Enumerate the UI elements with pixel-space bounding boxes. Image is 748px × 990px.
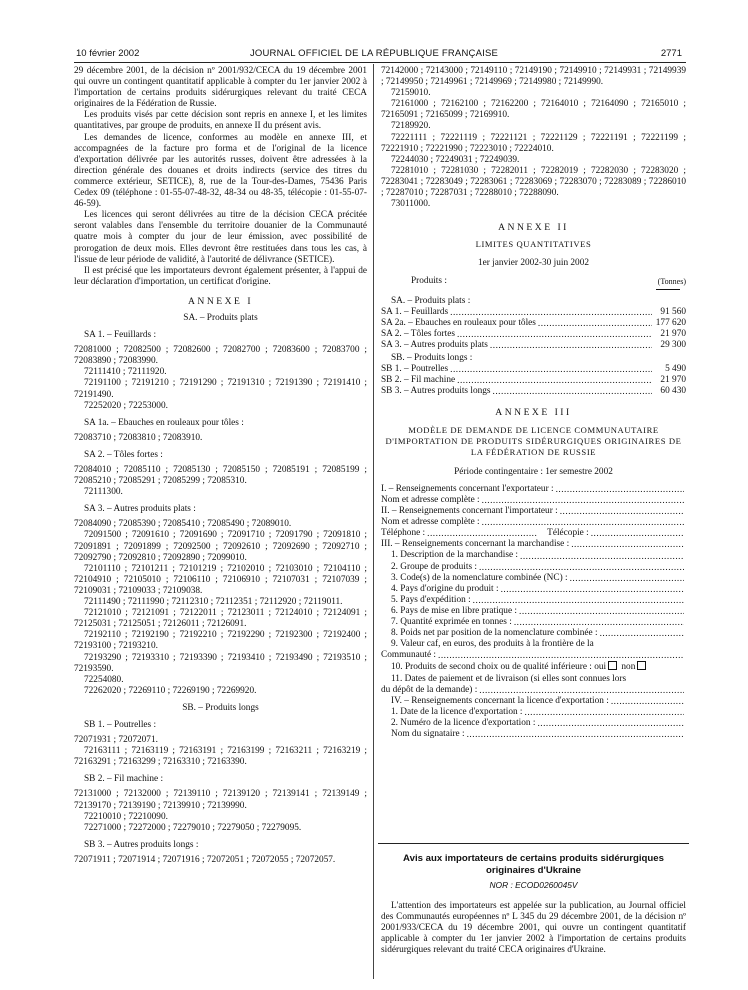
header-date: 10 février 2002: [76, 48, 140, 59]
code-line: 72189920.: [391, 121, 431, 132]
form-items: [381, 550, 686, 639]
form-label: Nom du signataire :: [391, 728, 465, 739]
limit-value: 21 970: [660, 375, 686, 386]
subsection-title: SB 3. – Autres produits longs :: [84, 839, 199, 850]
form-line: Communauté : .....: [381, 650, 686, 661]
form-line: III. – Renseignements concernant la marchandise : .....: [381, 539, 686, 550]
form-line: [381, 628, 686, 639]
form-blank[interactable]: [467, 730, 684, 740]
column-divider: [373, 64, 374, 979]
subsection-title: SA 1. – Feuillards :: [84, 330, 157, 341]
code-list: [74, 789, 367, 833]
limit-value: 91 560: [660, 306, 686, 317]
form-line: [381, 617, 686, 628]
limit-row: [381, 375, 686, 386]
right-column: [381, 66, 686, 740]
paragraph: Les demandes de licence, conformes au modèle en annexe III, et accompagnées de la facture pro forma et de l'original de la licence d'exportation délivrée par les autorités russes, doivent être adressées à la direction générale des douanes et droits indirects (service des titres du commerce extérieur, SETICE), 8, rue de la Tour-des-Dames, 75436 Paris Cedex 09 (téléphone : 01-55-07-48-32, 48-34 ou 48-35, télécopie : 01-55-07-46-59).: [74, 132, 367, 210]
code-line: 72161000 ; 72162100 ; 72162200 ; 72164010 ; 72164090 ; 72165010 ; 72165091 ; 72165099 ; 72169910.: [381, 99, 686, 121]
code-line: 72281010 ; 72281030 ; 72282011 ; 72282019 ; 72282030 ; 72283020 ; 72283041 ; 72283049 ; 72283061 ; 72283069 ; 72283070 ; 72283089 ; 72286010 ; 72287010 ; 72287031 ; 72288010 ; 72288090.: [381, 165, 686, 199]
form-line: Nom et adresse complète : .....: [381, 495, 686, 506]
form-line: I. – Renseignements concernant l'exportateur : .....: [381, 484, 686, 495]
form-label: 7. Quantité exprimée en tonnes :: [391, 617, 512, 628]
limit-label: SA 2a. – Ebauches en rouleaux pour tôles: [381, 317, 536, 328]
limit-value: 29 300: [660, 339, 686, 350]
form-line: [381, 606, 686, 617]
unit-rule: [656, 289, 680, 290]
limit-label: SB 3. – Autres produits longs: [381, 386, 491, 397]
header-page-number: 2771: [660, 48, 682, 59]
code-line: 72111410 ; 72111920.: [84, 367, 167, 378]
form-label: 8. Poids net par position de la nomenclature combinée :: [391, 628, 598, 639]
form-line: [381, 718, 686, 729]
limit-label: SA 1. – Feuillards: [381, 306, 449, 317]
license-form: [381, 484, 686, 740]
code-list: [74, 433, 367, 444]
subsection-title: SB 2. – Fil machine :: [84, 774, 164, 785]
code-line: 72142000 ; 72143000 ; 72149110 ; 72149190 ; 72149910 ; 72149931 ; 72149939 ; 72149950 ; 72149961 ; 72149969 ; 72149980 ; 72149990.: [381, 66, 686, 88]
form-blank[interactable]: [479, 563, 684, 573]
code-line: 72091500 ; 72091610 ; 72091690 ; 72091710 ; 72091790 ; 72091810 ; 72091891 ; 72091899 ; 72092500 ; 72092610 ; 72092690 ; 72092710 ; 72092790 ; 72092810 ; 72092890 ; 72099010.: [74, 530, 367, 563]
products-column-label: Produits :: [411, 275, 447, 286]
form-label: 6. Pays de mise en libre pratique :: [391, 605, 517, 616]
limits-sa: [381, 307, 686, 351]
limit-row: [381, 318, 686, 329]
avis-title: Avis aux importateurs de certains produits sidérurgiques originaires d'Ukraine: [403, 853, 664, 876]
code-line: 72254080.: [84, 674, 124, 685]
code-line: 72221111 ; 72221119 ; 72221121 ; 72221129 ; 72221191 ; 72221199 ; 72221910 ; 72221990 ; 72223010 ; 72224010.: [381, 132, 686, 154]
limit-label: SB 1. – Poutrelles: [381, 364, 449, 375]
form-line: [381, 707, 686, 718]
annex-heading: ANNEXE II: [498, 222, 569, 234]
code-line: 72193290 ; 72193310 ; 72193390 ; 72193410 ; 72193490 ; 72193510 ; 72193590.: [74, 652, 367, 674]
page-header: [0, 48, 748, 62]
form-line: [381, 595, 686, 606]
code-line: 72083710 ; 72083810 ; 72083910.: [74, 432, 203, 443]
subsection-title: SA 1a. – Ebauches en rouleaux pour tôles :: [84, 417, 244, 428]
limits-sb: [381, 364, 686, 397]
code-line: 72121010 ; 72121091 ; 72122011 ; 72123011 ; 72124010 ; 72124091 ; 72125031 ; 72125051 ; 72126011 ; 72126091.: [74, 608, 367, 630]
subsection-title: SA 2. – Tôles fortes :: [84, 449, 163, 460]
form-line: 9. Valeur caf, en euros, des produits à la frontière de la: [391, 639, 594, 650]
form-blank[interactable]: [473, 596, 684, 606]
annex-period: 1er janvier 2002-30 juin 2002: [477, 258, 590, 269]
header-rule: [74, 62, 686, 63]
period-line: Période contingentaire : 1er semestre 2002: [454, 466, 613, 477]
limit-row: [381, 329, 686, 340]
form-line: II. – Renseignements concernant l'importateur : .....: [381, 506, 686, 517]
code-line: 72210010 ; 72210090.: [84, 811, 168, 822]
limit-label: SB 2. – Fil machine: [381, 375, 456, 386]
section-title: SA. – Produits plats: [183, 312, 258, 323]
form-label: 1. Description de la marchandise :: [391, 550, 519, 561]
form-line: IV. – Renseignements concernant la licence d'exportation : .....: [381, 696, 686, 707]
form-label: 3. Code(s) de la nomenclature combinée (NC) :: [391, 572, 568, 583]
code-list: [381, 66, 686, 210]
subsection-title: SA 3. – Autres produits plats :: [84, 504, 196, 515]
form-blank[interactable]: [570, 574, 684, 584]
limit-value: 177 620: [655, 317, 686, 328]
code-line: 72084090 ; 72085390 ; 72085410 ; 72085490 ; 72089010.: [74, 519, 292, 530]
limits-group-heading: SB. – Produits longs :: [391, 353, 473, 364]
annex-heading: ANNEXE III: [495, 407, 572, 419]
annex-title: MODÈLE DE DEMANDE DE LICENCE COMMUNAUTAIRE D'IMPORTATION DE PRODUITS SIDÉRURGIQUES ORIGINAIRES DE LA FÉDÉRATION DE RUSSIE: [385, 424, 682, 457]
code-line: 72084010 ; 72085110 ; 72085130 ; 72085150 ; 72085191 ; 72085199 ; 72085210 ; 72085291 ; 72085299 ; 72085310.: [74, 465, 367, 487]
code-line: 72252020 ; 72253000.: [84, 400, 168, 411]
avis-block: [381, 853, 686, 957]
form-line: [381, 729, 686, 740]
code-list: [74, 465, 367, 498]
form-line: 11. Dates de paiement et de livraison (si elles sont connues lors: [391, 673, 627, 684]
form-label: 5. Pays d'expédition :: [391, 594, 471, 605]
section-rule: [378, 843, 689, 844]
code-line: 72159010.: [391, 88, 431, 99]
code-line: 72111490 ; 72111990 ; 72112310 ; 72112351 ; 72112920 ; 72119011.: [84, 597, 343, 608]
code-line: 72191100 ; 72191210 ; 72191290 ; 72191310 ; 72191390 ; 72191410 ; 72191490.: [74, 378, 367, 400]
left-column: [74, 66, 367, 866]
form-label: 1. Date de la licence d'exportation :: [391, 706, 523, 717]
subsection-title: SB 1. – Poutrelles :: [84, 719, 157, 730]
limit-row: [381, 386, 686, 397]
code-list: [74, 519, 367, 697]
paragraph: Les produits visés par cette décision sont repris en annexe I, et les limites quantitatives, par groupe de produits, en annexe II du présent avis.: [74, 110, 367, 132]
limit-row: [381, 340, 686, 351]
unit-column-label: (Tonnes): [657, 276, 686, 286]
paragraph: Il est précisé que les importateurs devront également présenter, à l'appui de leur déclaration d'importation, un certificat d'origine.: [74, 265, 367, 287]
code-line: 72244030 ; 72249031 ; 72249039.: [391, 154, 520, 165]
code-list: [74, 735, 367, 768]
code-line: 72271000 ; 72272000 ; 72279010 ; 72279050 ; 72279095.: [84, 822, 302, 833]
code-line: 72163111 ; 72163119 ; 72163191 ; 72163199 ; 72163211 ; 72163219 ; 72163291 ; 72163299 ; 72163310 ; 72163390.: [74, 746, 367, 768]
form-label: 4. Pays d'origine du produit :: [391, 583, 499, 594]
form-blank[interactable]: [537, 719, 684, 729]
form-label: 2. Numéro de la licence d'exportation :: [391, 717, 536, 728]
code-list: [74, 345, 367, 412]
code-line: 72262020 ; 72269110 ; 72269190 ; 72269920.: [84, 685, 257, 696]
avis-paragraph: L'attention des importateurs est appelée sur la publication, au Journal officiel des Communautés européennes nº L 345 du 29 décembre 2001, de la décision nº 2001/933/CECA du 19 décembre 2001, qui ouvre un contingent quantitatif applicable à compter du 1er janvier 2002 à l'importation de certains produits sidérurgiques relevant du traité CECA originaires d'Ukraine.: [381, 901, 686, 956]
section-title: SB. – Produits longs: [182, 702, 259, 713]
limit-label: SA 2. – Tôles fortes: [381, 328, 455, 339]
form-line: [381, 573, 686, 584]
code-list: [74, 855, 367, 866]
limit-value: 21 970: [660, 328, 686, 339]
form-blank[interactable]: [514, 618, 684, 628]
form-label: 2. Groupe de produits :: [391, 561, 477, 572]
form-line: Nom et adresse complète : .....: [381, 517, 686, 528]
paragraph: Les licences qui seront délivrées au titre de la décision CECA précitée seront valables dans l'ensemble du territoire douanier de la Communauté quatre mois à compter du jour de leur émission, avec possibilité de prorogation de deux mois. Elles devront être restituées dans tous les cas, à l'issue de leur période de validité, à l'autorité de délivrance (SETICE).: [74, 210, 367, 265]
annex-title: LIMITES QUANTITATIVES: [475, 239, 592, 250]
limit-label: SA 3. – Autres produits plats: [381, 339, 488, 350]
limit-row: [381, 364, 686, 375]
checkbox-no[interactable]: [637, 661, 646, 670]
form-line: [381, 562, 686, 573]
limits-table-header: [381, 276, 686, 287]
header-journal-title: JOURNAL OFFICIEL DE LA RÉPUBLIQUE FRANÇAISE: [249, 48, 499, 59]
paragraph: 29 décembre 2001, de la décision nº 2001/932/CECA du 19 décembre 2001 qui ouvre un contingent quantitatif applicable à compter du 1er janvier 2002 à l'importation de certains produits sidérurgiques relevant du traité CECA originaires de la Fédération de Russie.: [74, 66, 367, 110]
limits-group-heading: SA. – Produits plats :: [391, 295, 471, 306]
form-items: [381, 707, 686, 740]
limit-value: 60 430: [660, 386, 686, 397]
limit-value: 5 490: [665, 364, 686, 375]
nor-reference: NOR : ECOD0260045V: [489, 880, 578, 890]
form-line-quality: 10. Produits de second choix ou de qualité inférieure : oui non: [381, 661, 686, 673]
code-line: 72131000 ; 72132000 ; 72139110 ; 72139120 ; 72139141 ; 72139149 ; 72139170 ; 72139190 ; 72139910 ; 72139990.: [74, 789, 367, 811]
form-line: [381, 584, 686, 595]
form-line: [381, 550, 686, 561]
code-line: 72071931 ; 72072071.: [74, 735, 158, 746]
code-line: 72081000 ; 72082500 ; 72082600 ; 72082700 ; 72083600 ; 72083700 ; 72083890 ; 72083990.: [74, 345, 367, 367]
code-line: 73011000.: [391, 199, 431, 210]
checkbox-yes[interactable]: [608, 661, 617, 670]
form-blank[interactable]: [600, 629, 684, 639]
form-blank[interactable]: [525, 708, 684, 718]
code-line: 72111300.: [84, 487, 123, 498]
code-line: 72101110 ; 72101211 ; 72101219 ; 72102010 ; 72103010 ; 72104110 ; 72104910 ; 72105010 ; 72106110 ; 72106910 ; 72107031 ; 72107039 ; 72109031 ; 72109033 ; 72109038.: [74, 563, 367, 596]
annex-heading: ANNEXE I: [187, 295, 254, 307]
form-line-phone-fax: Téléphone : ..... Télécopie : .....: [381, 528, 686, 539]
form-blank[interactable]: [520, 552, 684, 562]
limit-row: [381, 307, 686, 318]
form-line: du dépôt de la demande) : .....: [381, 685, 686, 696]
form-blank[interactable]: [519, 607, 684, 617]
code-line: 72071911 ; 72071914 ; 72071916 ; 72072051 ; 72072055 ; 72072057.: [74, 854, 336, 865]
code-line: 72192110 ; 72192190 ; 72192210 ; 72192290 ; 72192300 ; 72192400 ; 72193100 ; 72193210.: [74, 630, 367, 652]
form-blank[interactable]: [501, 585, 684, 595]
